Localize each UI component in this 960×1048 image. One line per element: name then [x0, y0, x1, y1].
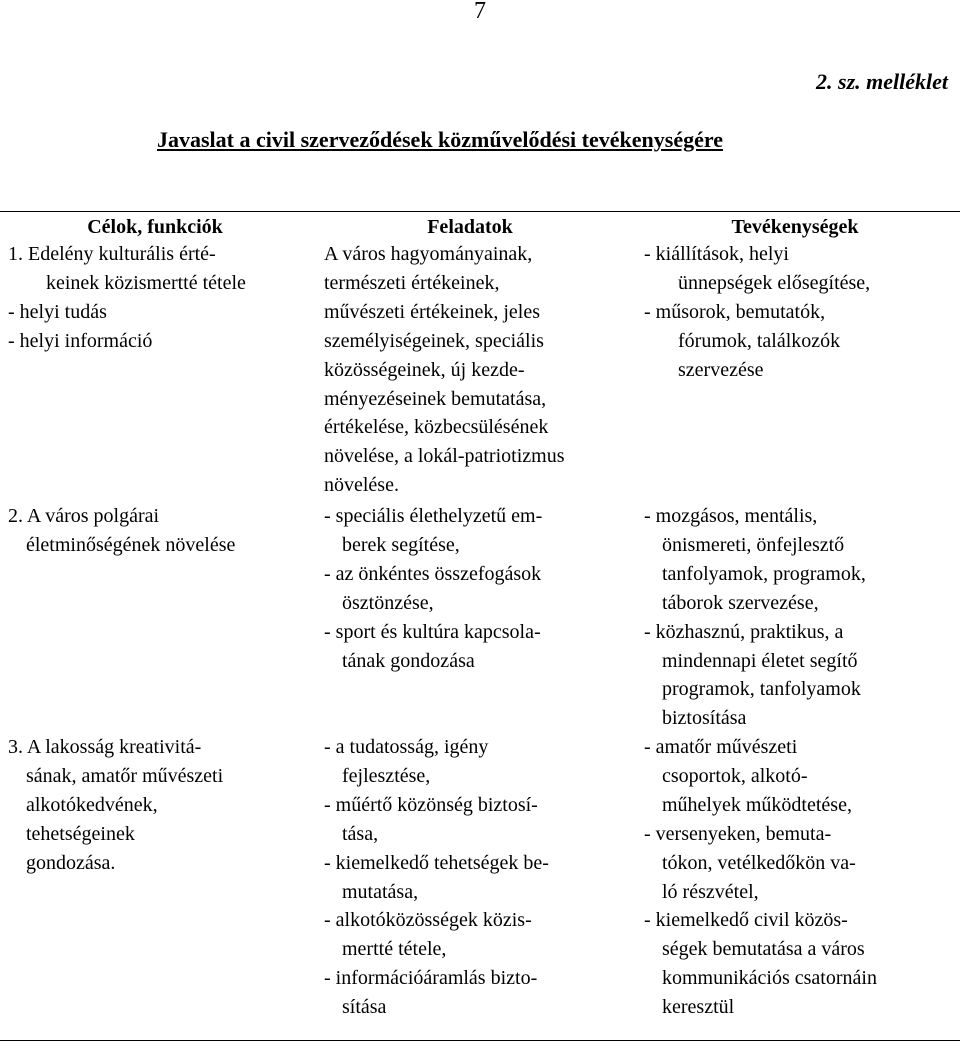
row3-task-line: - a tudatosság, igény [324, 736, 489, 758]
row2-task-line: - sport és kultúra kapcsola- [324, 620, 541, 643]
row2-activity-line: biztosítása [662, 707, 747, 730]
row3-goal-line: sának, amatőr művészeti [26, 764, 224, 787]
row1-task-line: növelése, a lokál-patriotizmus [324, 445, 565, 468]
header-tasks: Feladatok [427, 216, 513, 238]
row3-task-line: - alkotóközösségek közis- [324, 909, 532, 932]
row3-activity-line: - versenyeken, bemuta- [644, 822, 832, 845]
row1-activity-line: szervezése [678, 358, 764, 381]
row1-activity-line: - kiállítások, helyi [644, 243, 789, 265]
row3-activity-line: ló részvétel, [662, 880, 759, 903]
row3-activity-line: keresztül [662, 996, 735, 1019]
row2-activity-line: mindennapi életet segítő [662, 649, 858, 672]
row1-activities [644, 240, 870, 385]
row2-activity-line: - közhasznú, praktikus, a [644, 620, 844, 643]
row3-goal-line: tehetségeinek [26, 822, 135, 845]
row1-goal-line: - helyi információ [8, 329, 153, 352]
row3-goals [8, 733, 223, 878]
row3-task-line: - műértő közönség biztosí- [324, 793, 538, 816]
row3-activity-line: tókon, vetélkedőkön va- [662, 851, 856, 874]
header-goals: Célok, funkciók [87, 216, 223, 238]
row2-activity-line: programok, tanfolyamok [662, 678, 861, 701]
row1-task-line: növelése. [324, 474, 399, 497]
row2-tasks [324, 502, 542, 675]
row1-task-line: ményezéseinek bemutatása, [324, 387, 547, 410]
row3-task-line: - információáramlás bizto- [324, 967, 538, 990]
row1-goal-line: 1. Edelény kulturális érté- [8, 243, 216, 265]
row3-task-line: mutatása, [342, 880, 419, 903]
document-title: Javaslat a civil szerveződések közművelődési tevékenységére [157, 127, 723, 152]
row3-activity-line: műhelyek működtetése, [662, 793, 852, 816]
annex-label: 2. sz. melléklet [816, 69, 948, 94]
row1-activity-line: - műsorok, bemutatók, [644, 300, 826, 323]
row3-activities [644, 733, 877, 1022]
row2-task-line: - speciális élethelyzetű em- [324, 505, 543, 527]
row1-task-line: művészeti értékeinek, jeles [324, 300, 541, 323]
row1-task-line: személyiségeinek, speciális [324, 329, 544, 352]
row3-tasks [324, 733, 549, 1022]
row2-task-line: tának gondozása [342, 649, 475, 672]
row1-goal-line: keinek közismertté tétele [46, 271, 246, 294]
row1-tasks [324, 240, 564, 500]
row3-activity-line: csoportok, alkotó- [662, 764, 808, 787]
row2-activity-line: táborok szervezése, [662, 591, 819, 614]
row2-goal-line: életminőségének növelése [26, 533, 236, 556]
table-bottom-border [0, 1040, 960, 1041]
row2-activity-line: önismereti, önfejlesztő [662, 533, 845, 556]
row2-task-line: berek segítése, [342, 533, 460, 556]
row3-task-line: mertté tétele, [342, 938, 447, 961]
row3-activity-line: - kiemelkedő civil közös- [644, 909, 848, 932]
row2-task-line: - az önkéntes összefogások [324, 562, 542, 585]
row1-task-line: természeti értékeinek, [324, 271, 500, 294]
row1-goals [8, 240, 246, 356]
row1-activity-line: ünnepségek elősegítése, [678, 271, 871, 294]
row3-activity-line: kommunikációs csatornáin [662, 967, 877, 990]
row3-task-line: tása, [342, 822, 379, 845]
header-activities: Tevékenységek [731, 216, 859, 238]
row1-goal-line: - helyi tudás [8, 300, 107, 323]
row3-activity-line: ségek bemutatása a város [662, 938, 865, 961]
row2-activities [644, 502, 866, 733]
row3-goal-line: alkotókedvének, [26, 793, 158, 816]
row1-activity-line: fórumok, találkozók [678, 329, 841, 352]
row2-goal-line: 2. A város polgárai [8, 505, 160, 527]
page-number: 7 [474, 0, 486, 24]
row2-activity-line: - mozgásos, mentális, [644, 505, 818, 527]
table-top-border [0, 211, 960, 212]
row1-task-line: közösségeinek, új kezde- [324, 358, 525, 381]
row2-task-line: ösztönzése, [342, 591, 434, 614]
row3-goal-line: 3. A lakosság kreativitá- [8, 736, 202, 758]
row3-task-line: sítása [342, 996, 387, 1019]
row1-task-line: értékelése, közbecsülésének [324, 416, 549, 439]
row3-activity-line: - amatőr művészeti [644, 736, 798, 758]
row3-task-line: fejlesztése, [342, 764, 431, 787]
row3-task-line: - kiemelkedő tehetségek be- [324, 851, 549, 874]
row2-goals [8, 502, 235, 560]
row1-task-line: A város hagyományainak, [324, 243, 533, 265]
row3-goal-line: gondozása. [26, 851, 116, 874]
row2-activity-line: tanfolyamok, programok, [662, 562, 866, 585]
